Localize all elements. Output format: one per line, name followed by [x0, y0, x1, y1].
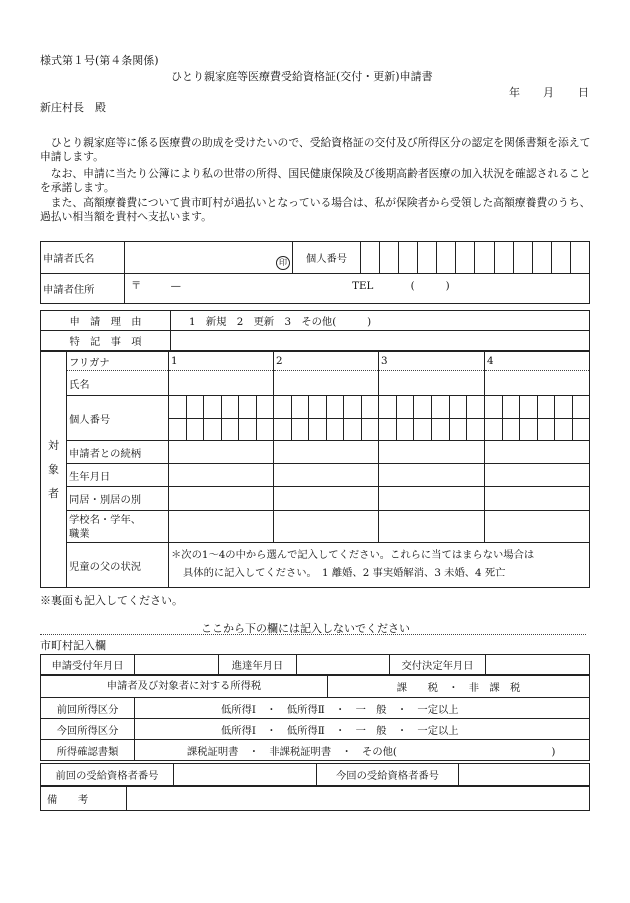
target-side-label: 対 象 者 — [41, 352, 67, 588]
target-id-label: 個人番号 — [67, 396, 169, 441]
target-name-3[interactable] — [379, 371, 485, 396]
postal-mark: 〒 — [131, 280, 142, 292]
back-side-note: ※裏面も記入してください。 — [40, 594, 183, 607]
school-3[interactable] — [379, 511, 485, 543]
col-3-header: 3 — [379, 352, 485, 371]
father-status-label: 児童の父の状況 — [67, 543, 169, 588]
target-id-4[interactable] — [485, 396, 590, 441]
addressee: 新庄村長 殿 — [40, 101, 106, 114]
applicant-name-field[interactable] — [125, 242, 293, 274]
applicant-address-field[interactable] — [125, 274, 590, 304]
decision-date-field[interactable] — [486, 655, 590, 675]
target-table — [40, 351, 590, 588]
income-tax-row — [41, 676, 590, 698]
tel-label: TEL — [352, 280, 374, 292]
intro-paragraph-1: ひとり親家庭等に係る医療費の助成を受けたいので、受給資格証の交付及び所得区分の認定を関係書類を添えて申請します。 — [40, 136, 591, 163]
target-name-4[interactable] — [485, 371, 590, 396]
birth-3[interactable] — [379, 464, 485, 487]
prev-cert-label: 前回の受給資格者番号 — [41, 764, 174, 786]
prev-cert-field[interactable] — [174, 764, 317, 786]
target-id-1[interactable] — [169, 396, 274, 441]
postal-dash: — — [170, 280, 181, 292]
reason-options[interactable]: 1 新規 2 更新 3 その他( ) — [171, 311, 590, 331]
form-number: 様式第１号(第４条関係) — [40, 54, 159, 67]
relation-4[interactable] — [485, 441, 590, 464]
target-name-1[interactable] — [169, 371, 274, 396]
decision-date-label: 交付決定年月日 — [390, 655, 486, 675]
applicant-name-label: 申請者氏名 — [41, 242, 125, 274]
relation-1[interactable] — [169, 441, 274, 464]
office-divider-text: ここから下の欄には記入しないでください — [201, 622, 410, 635]
office-table-remarks — [40, 786, 590, 811]
received-date-label: 申請受付年月日 — [41, 655, 135, 675]
notes-field[interactable] — [171, 331, 590, 351]
applicant-id-field[interactable] — [361, 242, 590, 274]
seal-mark: 印 — [276, 256, 290, 270]
docs-options[interactable]: 課税証明書 ・ 非課税証明書 ・ その他( ) — [135, 740, 590, 761]
office-table-income — [40, 675, 590, 761]
office-divider-line — [40, 634, 586, 635]
birth-label: 生年月日 — [67, 464, 169, 487]
form-title: ひとり親家庭等医療費受給資格証(交付・更新)申請書 — [171, 70, 433, 83]
school-2[interactable] — [274, 511, 379, 543]
living-1[interactable] — [169, 487, 274, 511]
living-4[interactable] — [485, 487, 590, 511]
furigana-label: フリガナ — [67, 352, 169, 371]
received-date-field[interactable] — [135, 655, 219, 675]
father-note-line-2: 具体的に記入してください。 1 離婚、2 事実婚解消、3 未婚、4 死亡 — [169, 564, 590, 588]
intro-paragraph-2: なお、申請に当たり公簿により私の世帯の所得、国民健康保険及び後期高齢者医療の加入状況を確認されることを承諾します。 — [40, 167, 591, 194]
living-3[interactable] — [379, 487, 485, 511]
docs-label: 所得確認書類 — [41, 740, 135, 761]
col-2-header: 2 — [274, 352, 379, 371]
intro-paragraph-3: また、高額療養費について貴市町村が過払いとなっている場合は、私が保険者から受領した高額療養費のうち、過払い相当額を貴村へ支払います。 — [40, 196, 591, 223]
date-day-label: 日 — [578, 86, 589, 99]
office-table-cert — [40, 763, 590, 786]
income-tax-options[interactable]: 課 税 ・ 非 課 税 — [396, 682, 521, 694]
target-id-3[interactable] — [379, 396, 485, 441]
notes-label: 特 記 事 項 — [41, 331, 171, 351]
living-2[interactable] — [274, 487, 379, 511]
reason-label: 申 請 理 由 — [41, 311, 171, 331]
reason-table — [40, 310, 590, 351]
school-label: 学校名・学年、 職業 — [67, 511, 169, 543]
prev-income-label: 前回所得区分 — [41, 698, 135, 719]
date-month-label: 月 — [543, 86, 554, 99]
living-label: 同居・別居の別 — [67, 487, 169, 511]
curr-cert-label: 今回の受給資格者番号 — [317, 764, 459, 786]
progress-date-label: 進達年月日 — [219, 655, 297, 675]
tel-paren: ( ) — [410, 280, 450, 292]
target-id-2[interactable] — [274, 396, 379, 441]
birth-4[interactable] — [485, 464, 590, 487]
remarks-label: 備 考 — [41, 787, 127, 811]
target-name-2[interactable] — [274, 371, 379, 396]
office-section-title: 市町村記入欄 — [40, 639, 106, 652]
income-tax-label: 申請者及び対象者に対する所得税 — [41, 676, 328, 697]
relation-3[interactable] — [379, 441, 485, 464]
relation-2[interactable] — [274, 441, 379, 464]
applicant-id-label: 個人番号 — [293, 242, 361, 274]
curr-income-label: 今回所得区分 — [41, 719, 135, 740]
birth-1[interactable] — [169, 464, 274, 487]
birth-2[interactable] — [274, 464, 379, 487]
target-name-label: 氏名 — [67, 371, 169, 396]
curr-income-options[interactable]: 低所得Ⅰ ・ 低所得Ⅱ ・ 一 般 ・ 一定以上 — [135, 719, 590, 740]
school-1[interactable] — [169, 511, 274, 543]
office-table-dates — [40, 654, 590, 675]
remarks-field[interactable] — [127, 787, 590, 811]
applicant-table — [40, 241, 590, 304]
col-4-header: 4 — [485, 352, 590, 371]
curr-cert-field[interactable] — [459, 764, 590, 786]
school-4[interactable] — [485, 511, 590, 543]
applicant-address-label: 申請者住所 — [41, 274, 125, 304]
relation-label: 申請者との続柄 — [67, 441, 169, 464]
prev-income-options[interactable]: 低所得Ⅰ ・ 低所得Ⅱ ・ 一 般 ・ 一定以上 — [135, 698, 590, 719]
col-1-header: 1 — [169, 352, 274, 371]
progress-date-field[interactable] — [297, 655, 390, 675]
date-year-label: 年 — [509, 86, 520, 99]
father-note-line-1: ＊次の1〜4の中から選んで記入してください。これらに当てはまらない場合は — [169, 543, 590, 564]
